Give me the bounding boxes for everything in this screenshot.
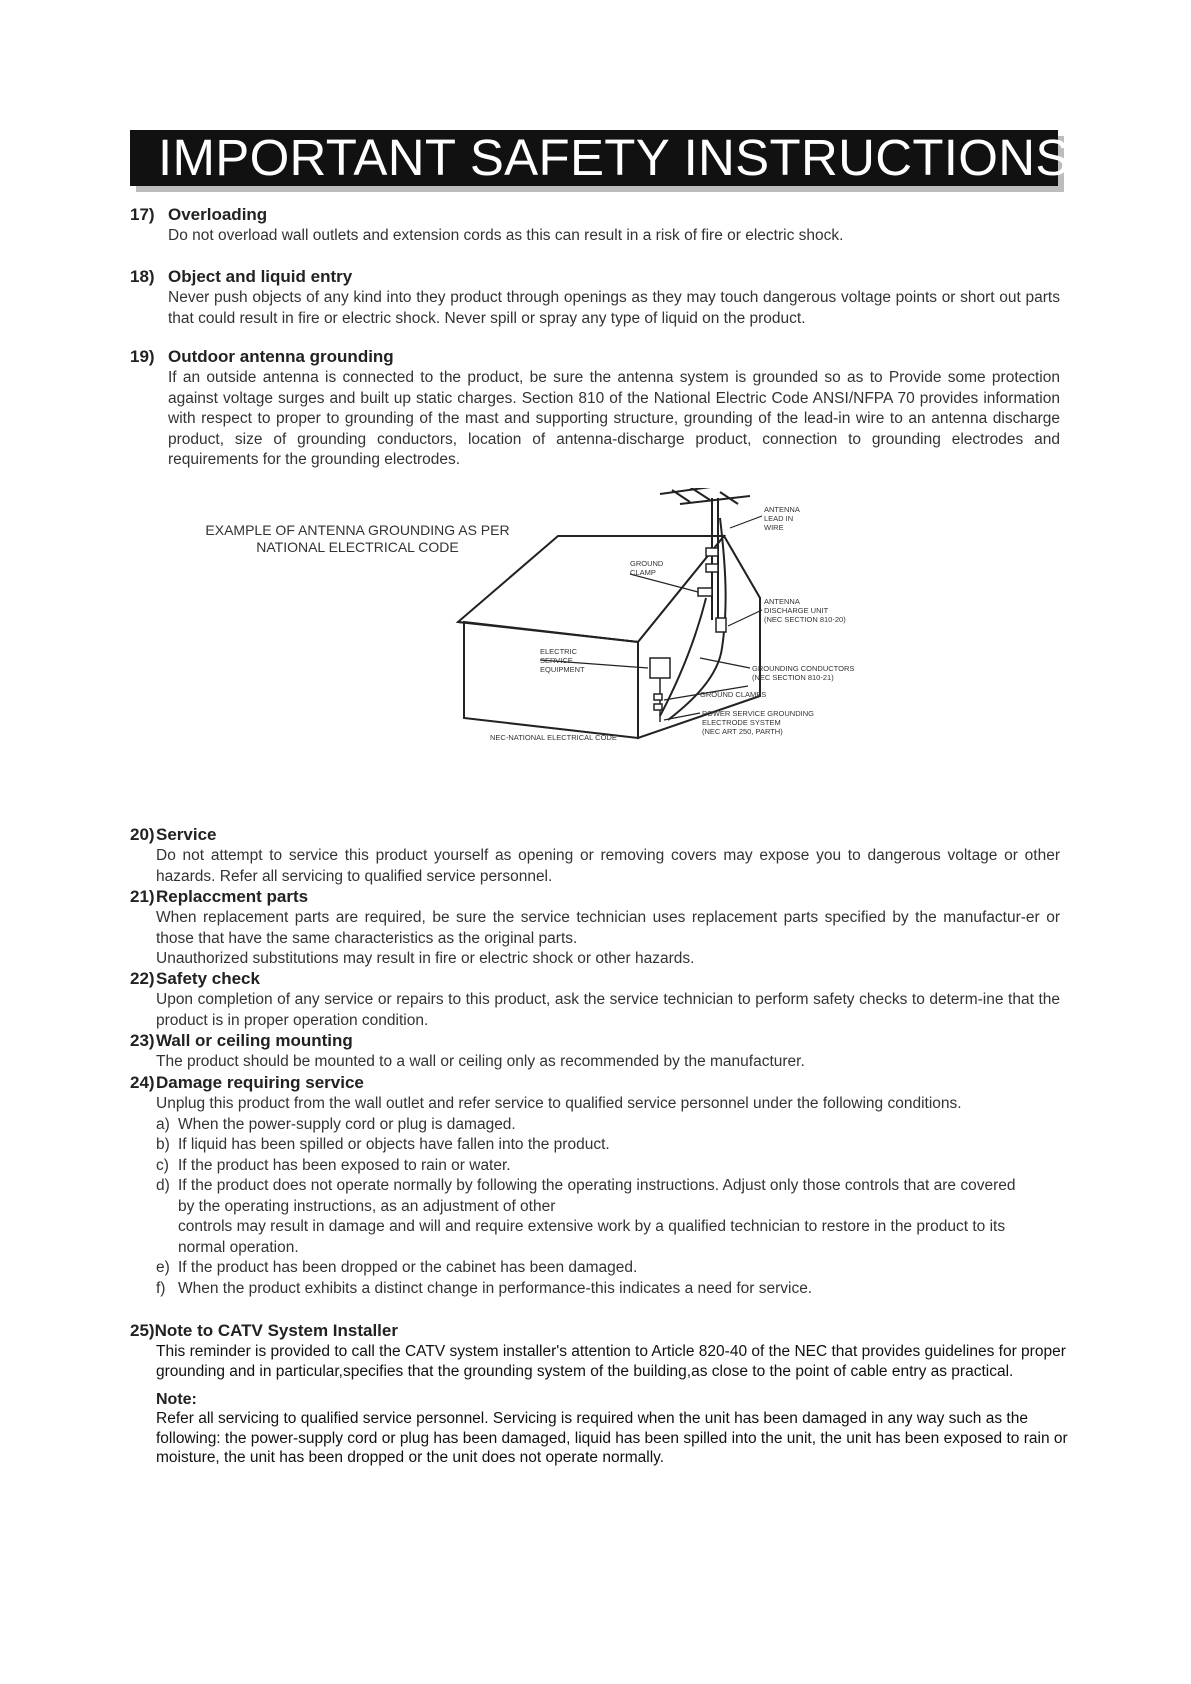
list-item: b) If liquid has been spilled or objects have fallen into the product. (156, 1136, 610, 1153)
section-title: 18) Object and liquid entry (130, 267, 353, 286)
section-title: 17) Overloading (130, 205, 268, 224)
section-21 (130, 886, 1060, 970)
section-body: If an outside antenna is connected to the product, be sure the antenna system is grounded so as to Provide some protection against voltage surges and built up static charges. Section 810 of the National Electric Code ANSI/NFPA 70 provides information with respect to proper to grounding of the mast and supporting structure, grounding of the lead-in wire to an antenna discharge product, size of grounding conductors, location of antenna-discharge product, connection to grounding electrodes and requirements for the grounding electrodes. (168, 369, 1060, 468)
list-item: d) If the product does not operate normally by following the operating instructions. Adjust only those controls that are covered by the operating instructions, as an adjustment of other controls may result in damage and will and require extensive work by a qualified technician to restore in the product to its normal operation. (156, 1177, 1016, 1256)
label-power-service: POWER SERVICE GROUNDING ELECTRODE SYSTEM (NEC ART 250, PARTH) (702, 709, 814, 736)
list-item: a) When the power-supply cord or plug is damaged. (156, 1115, 516, 1133)
section-body: This reminder is provided to call the CATV system installer's attention to Article 820-40 of the NEC that provides guidelines for proper grounding and in particular,specifies that the grounding system of the building,as close to the point of cable entry as practical. (156, 1343, 1066, 1380)
title-banner (130, 129, 1070, 186)
section-body: Never push objects of any kind into they product through openings as they may touch dangerous voltage points or short out parts that could result in fire or electric shock. Never spill or spray any type of liquid on the product. (168, 289, 1060, 327)
list-item: f) When the product exhibits a distinct change in performance-this indicates a need for service. (156, 1279, 813, 1297)
section-18 (130, 266, 1060, 329)
section-25 (130, 1320, 1075, 1468)
section-body: Do not overload wall outlets and extension cords as this can result in a risk of fire or electric shock. (168, 227, 844, 244)
label-ground-clamps: GROUND CLAMPS (700, 690, 767, 699)
section-body-2: Unauthorized substitutions may result in fire or electric shock or other hazards. (156, 950, 695, 967)
damage-conditions-list (156, 1115, 1060, 1300)
section-body: When replacement parts are required, be sure the service technician uses replacement parts specified by the manufactur-er or those that have the same characteristics as the original parts. (156, 909, 1060, 947)
section-body: Do not attempt to service this product yourself as opening or removing covers may expose you to dangerous voltage or other hazards. Refer all servicing to qualified service personnel. (156, 847, 1060, 885)
section-19 (130, 346, 1060, 471)
section-body: The product should be mounted to a wall or ceiling only as recommended by the manufacturer. (156, 1053, 805, 1070)
section-title: 19) Outdoor antenna grounding (130, 347, 394, 366)
section-body: Upon completion of any service or repairs to this product, ask the service technician to perform safety checks to determ-ine that the product is in proper operation condition. (156, 991, 1060, 1029)
label-discharge-unit: ANTENNA DISCHARGE UNIT (NEC SECTION 810-20) (764, 597, 846, 624)
section-title: 25)Note to CATV System Installer (130, 1321, 398, 1340)
note-title: Note: (156, 1391, 197, 1408)
note-body: Refer all servicing to qualified service personnel. Servicing is required when the unit has been damaged in any way such as the following: the power-supply cord or plug has been damaged, liquid has been spilled into the unit, the unit has been exposed to rain or moisture, the unit has been dropped or the unit does not operate normally. (156, 1410, 1068, 1466)
section-20 (130, 824, 1060, 887)
section-body: Unplug this product from the wall outlet and refer service to qualified service personnel under the following conditions. (156, 1095, 962, 1112)
section-title: 20)Service (130, 825, 217, 844)
section-title: 21)Replaccment parts (130, 887, 309, 906)
antenna-grounding-diagram (190, 488, 910, 778)
section-17 (130, 204, 1060, 247)
list-item: e) If the product has been dropped or the cabinet has been damaged. (156, 1259, 638, 1276)
list-item: c) If the product has been exposed to rain or water. (156, 1156, 511, 1174)
label-nec: NEC-NATIONAL ELECTRICAL CODE (490, 733, 617, 742)
page-title: IMPORTANT SAFETY INSTRUCTIONS (158, 129, 1070, 186)
diagram-caption: EXAMPLE OF ANTENNA GROUNDING AS PER NATIONAL ELECTRICAL CODE (205, 522, 510, 555)
section-title: 23)Wall or ceiling mounting (130, 1031, 353, 1050)
section-22 (130, 968, 1060, 1031)
section-title: 24)Damage requiring service (130, 1073, 364, 1092)
label-grounding-conductors: GROUNDING CONDUCTORS (NEC SECTION 810-21) (752, 664, 855, 682)
section-23 (130, 1030, 1060, 1073)
section-title: 22)Safety check (130, 969, 260, 988)
label-electric-service: ELECTRIC SERVICE EQUIPMENT (540, 647, 585, 674)
label-ground-clamp: GROUND CLAMP (630, 559, 664, 577)
label-antenna-lead: ANTENNA LEAD IN WIRE (764, 505, 800, 532)
section-24 (130, 1072, 1060, 1299)
